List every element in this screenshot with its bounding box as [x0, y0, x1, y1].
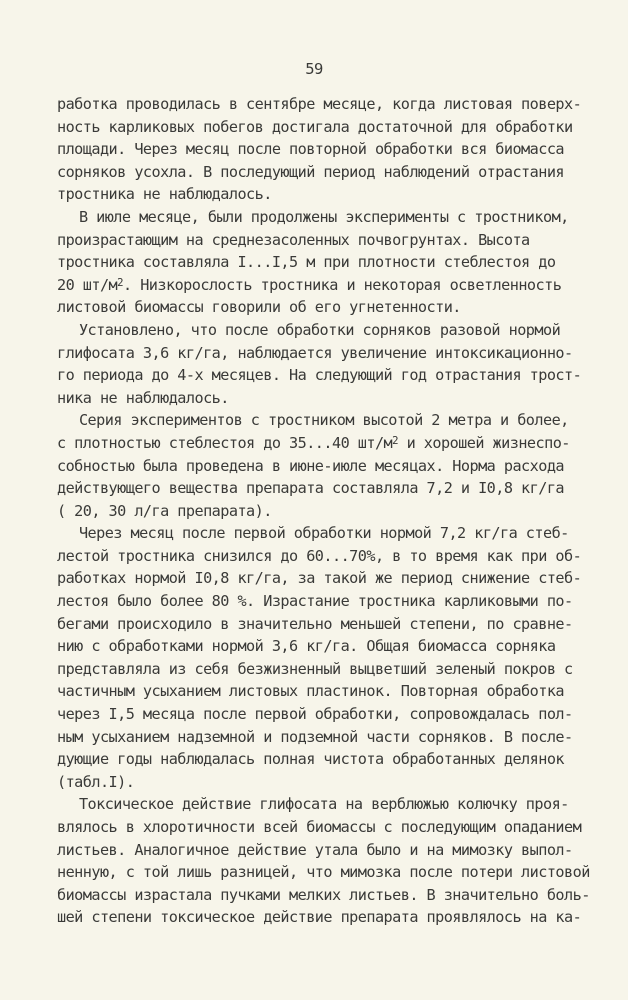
text-line-content: через I,5 месяца после первой обработки, сопровождалась пол- — [57, 705, 573, 724]
text-line-content: представляла из себя безжизненный выцветший зеленый покров с — [57, 659, 573, 678]
text-line — [57, 364, 582, 387]
text-line-content: произрастающим на среднезасоленных почвогрунтах. Высота — [57, 230, 530, 249]
text-line-content: 20 шт/м — [57, 275, 118, 294]
text-line — [57, 183, 577, 206]
text-line — [57, 342, 577, 365]
text-line-content: листовой биомассы говорили об его угнетенности. — [57, 298, 461, 317]
text-line — [57, 229, 577, 252]
text-line — [57, 319, 577, 342]
text-line — [57, 274, 577, 297]
text-line-continuation: . Низкорослость тростника и некоторая осветленность — [123, 275, 562, 294]
text-line — [57, 161, 577, 184]
text-line — [57, 658, 577, 681]
text-line-content: сорняков усохла. В последующий период наблюдений отрастания — [57, 162, 565, 181]
text-line-content: площади. Через месяц после повторной обработки вся биомасса — [57, 140, 565, 159]
text-line — [57, 703, 577, 726]
text-line-content: работках нормой I0,8 кг/га, за такой же период снижение стеб- — [57, 569, 582, 588]
text-line — [57, 432, 577, 455]
text-line-content: (табл.I). — [57, 772, 135, 791]
text-line — [57, 884, 590, 907]
text-line-continuation: и хорошей жизнеспо- — [398, 433, 570, 452]
text-line — [57, 116, 577, 139]
text-line-content: действующего вещества препарата составляла 7,2 и I0,8 кг/га — [57, 479, 565, 498]
text-line — [57, 816, 582, 839]
text-line-content: ность карликовых побегов достигала достаточной для обработки — [57, 117, 573, 136]
text-line — [57, 613, 577, 636]
text-line — [57, 500, 577, 523]
text-line-content: работка проводилась в сентябре месяце, когда листовая поверх- — [57, 95, 582, 113]
text-line — [57, 567, 582, 590]
text-line-content: Серия экспериментов с тростником высотой 2 метра и более, — [78, 411, 569, 430]
text-line — [57, 387, 577, 410]
text-line-content: листьев. Аналогичное действие утала было и на мимозку выпол- — [57, 840, 573, 859]
text-line — [57, 138, 577, 161]
text-line-content: дующие годы наблюдалась полная чистота обработанных делянок — [57, 750, 565, 769]
text-line-content: Токсическое действие глифосата на верблюжью колючку проя- — [78, 795, 569, 814]
text-line — [57, 522, 577, 545]
text-line-content: влялось в хлоротичности всей биомассы с последующим опаданием — [57, 818, 582, 836]
text-line — [57, 839, 577, 862]
text-line-content: Через месяц после первой обработки нормой 7,2 кг/га стеб- — [78, 524, 569, 543]
text-line-content: ным усыханием надземной и подземной части сорняков. В после- — [57, 727, 573, 746]
text-line — [57, 748, 577, 771]
superscript: 2 — [392, 434, 399, 448]
text-line-content: лестой тростника снизился до 60...70%, в то время как при об- — [57, 546, 582, 565]
text-line-content: глифосата 3,6 кг/га, наблюдается увеличение интоксикационно- — [57, 343, 573, 362]
text-line-content: ( 20, 30 л/га препарата). — [57, 501, 272, 520]
text-line-content: шей степени токсическое действие препарата проявлялось на ка- — [57, 908, 582, 927]
text-line-content: бегами происходило в значительно меньшей степени, по сравне- — [57, 614, 573, 633]
text-line — [57, 477, 577, 500]
text-line-content: с плотностью стеблестоя до 35...40 шт/м — [57, 433, 393, 452]
text-line — [57, 455, 577, 478]
text-line — [57, 906, 582, 929]
text-line — [57, 206, 577, 229]
text-line-content: биомассы изрaстала пучками мелких листьев. В значительно боль- — [57, 885, 590, 904]
text-line-content: лестоя было более 80 %. Изрaстание тростника карликовыми по- — [57, 592, 573, 611]
text-line — [57, 726, 577, 749]
text-line-content: нию с обработками нормой 3,6 кг/га. Общая биомасса сорняка — [57, 637, 556, 656]
text-line — [57, 93, 582, 116]
text-line-content: ненную, с той лишь разницей, что мимозка после потери листовой — [57, 863, 590, 882]
text-line — [57, 793, 577, 816]
text-line — [57, 251, 577, 274]
body-text — [57, 93, 590, 929]
text-line — [57, 861, 590, 884]
text-line-content: собностью была проведена в июне-июле месяцах. Норма расхода — [57, 456, 565, 475]
superscript: 2 — [117, 276, 124, 290]
text-line — [57, 545, 582, 568]
text-line — [57, 296, 577, 319]
text-line-content: Установлено, что после обработки сорняков разовой нормой — [78, 320, 561, 339]
text-line-content: В июле месяце, были продолжены эксперименты с тростником, — [78, 207, 569, 226]
text-line-content: тростника составляла I...I,5 м при плотности стеблестоя до — [57, 253, 556, 272]
text-line — [57, 680, 577, 703]
text-line-content: го периода до 4-х месяцев. На следующий год отрастания трост- — [57, 366, 582, 385]
text-line — [57, 771, 577, 794]
text-line — [57, 635, 577, 658]
text-line-content: тростника не наблюдалось. — [57, 185, 272, 204]
page-number: 59 — [305, 60, 323, 78]
text-line — [57, 409, 577, 432]
text-line — [57, 590, 577, 613]
text-line-content: ника не наблюдалось. — [57, 388, 229, 407]
text-line-content: частичным усыханием листовых пластинок. Повторная обработка — [57, 682, 565, 701]
